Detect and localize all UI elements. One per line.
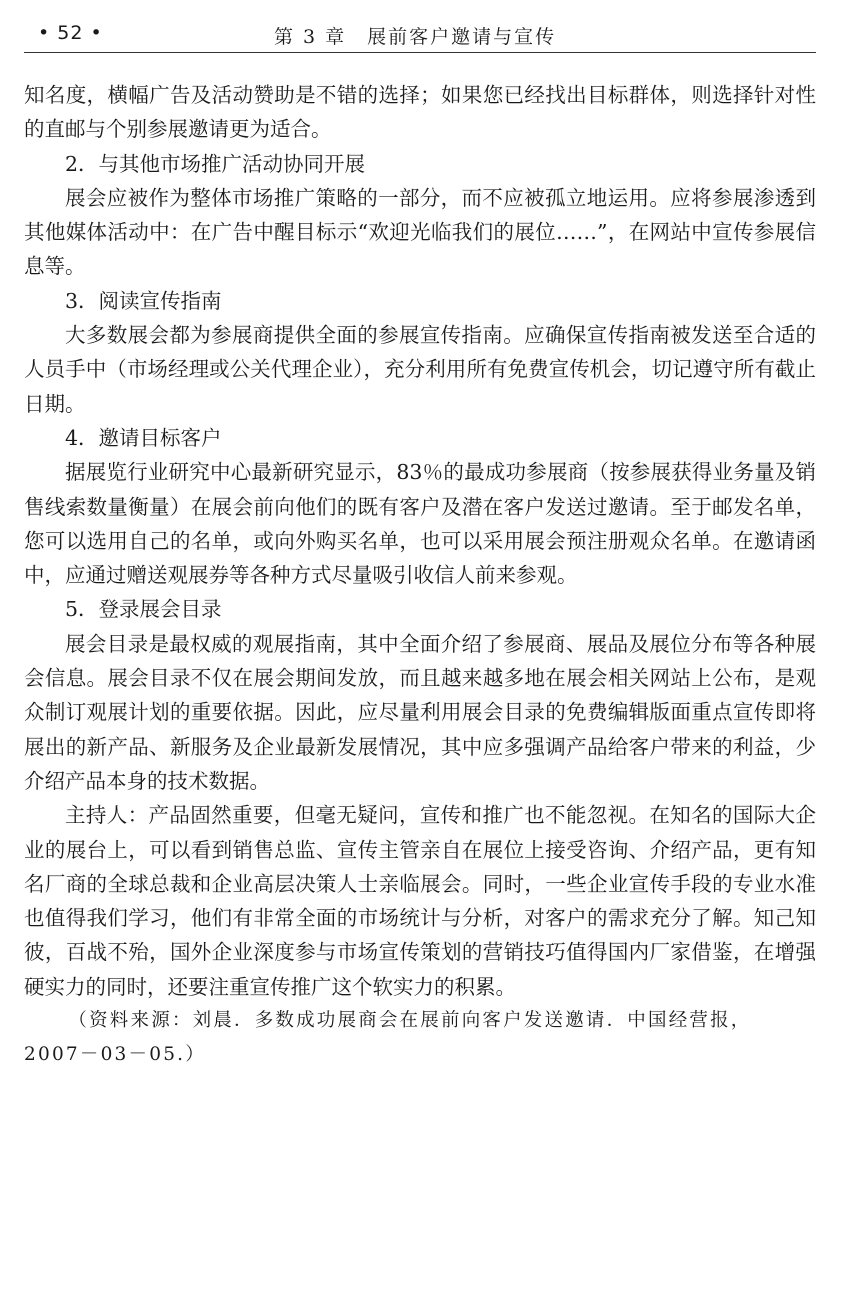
paragraph-guide: 大多数展会都为参展商提供全面的参展宣传指南。应确保宣传指南被发送至合适的人员手中（市场经理或公关代理企业），充分利用所有免费宣传机会，切记遵守所有截止日期。 bbox=[24, 323, 816, 416]
paragraph-catalog: 展会目录是最权威的观展指南，其中全面介绍了参展商、展品及展位分布等各种展会信息。展会目录不仅在展会期间发放，而且越来越多地在展会相关网站上公布，是观众制订观展计划的重要依据。因此，应尽量利用展会目录的免费编辑版面重点宣传即将展出的新产品、新服务及企业最新发展情况，其中应多强调产品给客户带来的利益，少介绍产品本身的技术数据。 bbox=[24, 631, 816, 793]
source-citation-date: 2007－03－05.） bbox=[24, 1044, 206, 1066]
source-citation bbox=[24, 1004, 816, 1072]
paragraph-integration: 展会应被作为整体市场推广策略的一部分，而不应被孤立地运用。应将参展渗透到其他媒体活动中：在广告中醒目标示“欢迎光临我们的展位……”，在网站中宣传参展信息等。 bbox=[24, 185, 816, 279]
paragraph-continuation: 知名度，横幅广告及活动赞助是不错的选择；如果您已经找出目标群体，则选择针对性的直邮与个别参展邀请更为适合。 bbox=[24, 83, 816, 142]
source-citation-text: （资料来源：刘晨．多数成功展商会在展前向客户发送邀请．中国经营报， bbox=[68, 1010, 752, 1032]
page-body bbox=[24, 78, 816, 1072]
section-heading-3: 3．阅读宣传指南 bbox=[65, 288, 222, 313]
paragraph-invite: 据展览行业研究中心最新研究显示，83％的最成功参展商（按参展获得业务量及销售线索数量衡量）在展会前向他们的既有客户及潜在客户发送过邀请。至于邮发名单，您可以选用自己的名单，或向外购买名单，也可以采用展会预注册观众名单。在邀请函中，应通过赠送观展券等各种方式尽量吸引收信人前来参观。 bbox=[24, 460, 816, 588]
paragraph-host-comment: 主持人：产品固然重要，但毫无疑问，宣传和推广也不能忽视。在知名的国际大企业的展台上，可以看到销售总监、宣传主管亲自在展位上接受咨询、介绍产品，更有知名厂商的全球总裁和企业高层决策人士亲临展会。同时，一些企业宣传手段的专业水准也值得我们学习，他们有非常全面的市场统计与分析，对客户的需求充分了解。知己知彼，百战不殆，国外企业深度参与市场宣传策划的营销技巧值得国内厂家借鉴，在增强硬实力的同时，还要注重宣传推广这个软实力的积累。 bbox=[24, 803, 816, 999]
page-number: • 52 • bbox=[38, 22, 103, 44]
section-heading-5: 5．登录展会目录 bbox=[65, 597, 222, 622]
page-header bbox=[24, 14, 816, 53]
section-heading-4: 4．邀请目标客户 bbox=[65, 425, 222, 450]
section-heading-2: 2．与其他市场推广活动协同开展 bbox=[65, 151, 366, 176]
running-title: 第 3 章 展前客户邀请与宣传 bbox=[274, 26, 557, 48]
